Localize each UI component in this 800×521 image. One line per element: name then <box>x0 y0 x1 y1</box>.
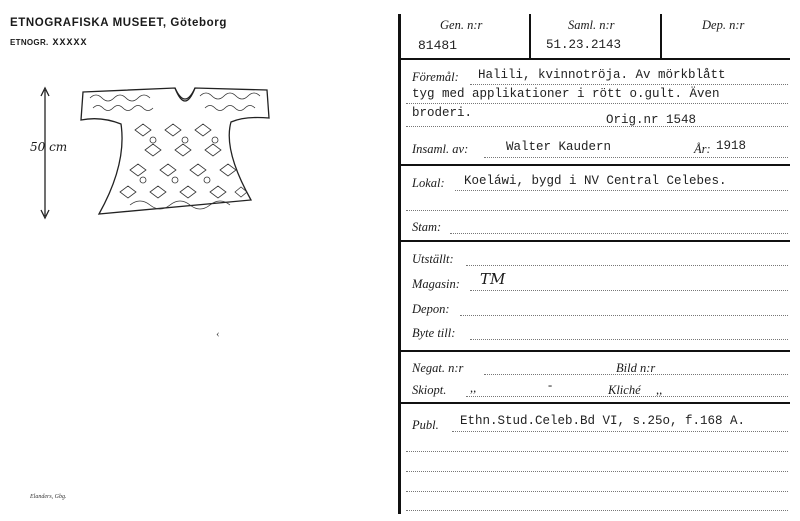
saml-value: 51.23.2143 <box>546 38 622 52</box>
rule-after-byte <box>398 350 790 352</box>
card-left-border <box>398 14 401 514</box>
publ-dotline-2 <box>406 451 788 452</box>
negat-dotline <box>484 374 788 375</box>
etnogr-label-text: ETNOGR. <box>10 38 49 47</box>
rule-after-insaml <box>398 164 790 166</box>
etnogr-struck-number: XXXXX <box>52 38 88 49</box>
foremal-label: Föremål: <box>412 70 459 84</box>
rule-after-skiopt <box>398 402 790 404</box>
garment-sketch <box>35 80 275 220</box>
lokal-label: Lokal: <box>412 176 445 190</box>
skiopt-dotline <box>466 396 788 397</box>
lokal-dotline-2 <box>406 210 788 211</box>
skiopt-label: Skiopt. <box>412 383 447 397</box>
publ-dotline-5 <box>406 510 788 511</box>
byte-dotline <box>470 339 788 340</box>
insaml-value: Walter Kaudern <box>506 140 612 154</box>
foremal-dotline-3 <box>406 126 788 127</box>
kliche-label: Kliché <box>608 383 641 397</box>
foremal-line-1: Halili, kvinnotröja. Av mörkblått <box>478 68 726 82</box>
foremal-line-2: tyg med applikationer i rött o.gult. Även <box>412 87 720 101</box>
stam-dotline <box>450 233 788 234</box>
dep-label: Dep. n:r <box>702 18 745 32</box>
publ-dotline-3 <box>406 471 788 472</box>
depon-dotline <box>460 315 788 316</box>
magasin-label: Magasin: <box>412 277 460 291</box>
utstallt-dotline <box>466 265 788 266</box>
museum-name: ETNOGRAFISKA MUSEET, Göteborg <box>10 17 227 29</box>
header-divider-2 <box>660 14 662 58</box>
stam-label: Stam: <box>412 220 442 234</box>
foremal-line-3: broderi. <box>412 106 473 120</box>
ar-label: År: <box>694 142 711 156</box>
utstallt-label: Utställt: <box>412 252 454 266</box>
lokal-dotline-1 <box>455 190 788 191</box>
insaml-label: Insaml. av: <box>412 142 469 156</box>
bild-label: Bild n:r <box>616 361 656 375</box>
orig-number: Orig.nr 1548 <box>606 113 697 127</box>
gen-label: Gen. n:r <box>440 18 483 32</box>
printer-name: Elanders, Gbg. <box>30 494 67 500</box>
header-divider-1 <box>529 14 531 58</box>
skiopt-mark-1: ,, <box>470 381 477 395</box>
publ-label: Publ. <box>412 418 439 432</box>
magasin-value: TM <box>480 270 506 288</box>
skiopt-mark-2: - <box>548 378 553 392</box>
ar-value: 1918 <box>716 139 747 153</box>
publ-dotline-4 <box>406 491 788 492</box>
lokal-value: Koeláwi, bygd i NV Central Celebes. <box>464 174 727 188</box>
pen-mark: ‹ <box>216 328 220 340</box>
rule-after-stam <box>398 240 790 242</box>
etnogr-label <box>10 38 88 49</box>
publ-dotline-1 <box>452 431 788 432</box>
depon-label: Depon: <box>412 302 450 316</box>
size-note: 50 cm <box>30 140 68 154</box>
gen-value: 81481 <box>418 38 458 53</box>
skiopt-mark-3: ,, <box>656 383 663 397</box>
publ-value: Ethn.Stud.Celeb.Bd VI, s.25o, f.168 A. <box>460 414 746 428</box>
byte-label: Byte till: <box>412 326 456 340</box>
foremal-dotline-1 <box>470 84 788 85</box>
magasin-dotline <box>470 290 788 291</box>
header-rule <box>398 58 790 60</box>
saml-label: Saml. n:r <box>568 18 615 32</box>
negat-label: Negat. n:r <box>412 361 464 375</box>
foremal-dotline-2 <box>406 103 788 104</box>
insaml-dotline <box>484 157 788 158</box>
